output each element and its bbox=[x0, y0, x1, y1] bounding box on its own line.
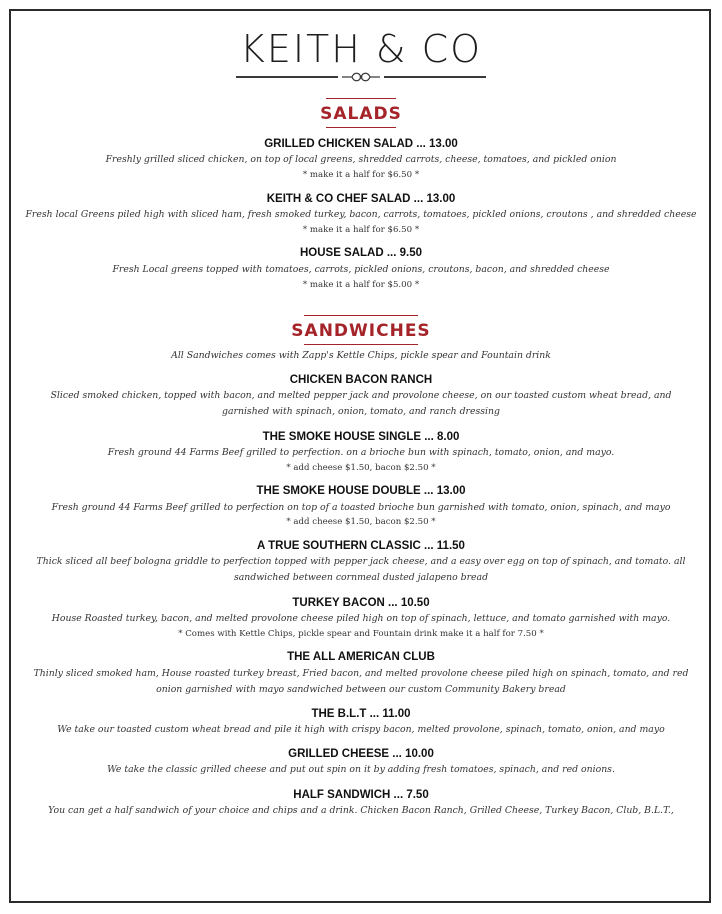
menu-item-description: Sliced smoked chicken, topped with bacon, and melted pepper jack and provolone cheese, on our toasted custom wheat bread, and garnished with spinach, onion, tomato, and ranch dressing bbox=[50, 390, 672, 417]
menu-item-description: Fresh local Greens piled high with sliced ham, fresh smoked turkey, bacon, carrots, tomatoes, pickled onions, croutons , and shredded cheese bbox=[25, 209, 697, 220]
logo-rule-left bbox=[236, 76, 338, 78]
menu-item-title: KEITH & CO CHEF SALAD ... 13.00 bbox=[266, 193, 456, 205]
salads-rule-bottom bbox=[326, 127, 396, 128]
menu-item-title: CHICKEN BACON RANCH bbox=[289, 374, 433, 386]
flourish-ornament-icon bbox=[340, 70, 382, 84]
menu-item-note: * add cheese $1.50, bacon $2.50 * bbox=[286, 463, 436, 473]
menu-item-title: THE B.L.T ... 11.00 bbox=[311, 708, 411, 720]
menu-item-description: You can get a half sandwich of your choice and chips and a drink. Chicken Bacon Ranch, Grilled Cheese, Turkey Bacon, Club, B.L.T., bbox=[48, 805, 674, 816]
menu-item-description: House Roasted turkey, bacon, and melted provolone cheese piled high on top of spinach, lettuce, and tomato garnished with mayo. bbox=[51, 613, 671, 624]
menu-item-note: * make it a half for $6.50 * bbox=[302, 170, 420, 180]
menu-item-description: Thick sliced all beef bologna griddle to perfection topped with pepper jack cheese, and a easy over egg on top of spinach, and tomato. all sandwiched between cornmeal dusted jalapeno bread bbox=[36, 556, 686, 583]
salads-rule-top bbox=[326, 98, 396, 99]
menu-item-note: * add cheese $1.50, bacon $2.50 * bbox=[286, 517, 436, 527]
menu-item-description: We take the classic grilled cheese and put out spin on it by adding fresh tomatoes, spinach, and red onions. bbox=[107, 764, 615, 775]
menu-item-description: Freshly grilled sliced chicken, on top of local greens, shredded carrots, cheese, tomatoes, and pickled onion bbox=[105, 154, 617, 165]
menu-item-description: Fresh Local greens topped with tomatoes, carrots, pickled onions, croutons, bacon, and shredded cheese bbox=[112, 264, 610, 275]
sandwiches-heading: SANDWICHES bbox=[291, 321, 431, 341]
menu-item-title: THE SMOKE HOUSE SINGLE ... 8.00 bbox=[262, 431, 460, 443]
menu-item-description: We take our toasted custom wheat bread and pile it high with crispy bacon, melted provolone, spinach, tomato, onion, and mayo bbox=[57, 724, 665, 735]
menu-item-title: GRILLED CHICKEN SALAD ... 13.00 bbox=[264, 138, 458, 150]
menu-item-note: * Comes with Kettle Chips, pickle spear and Fountain drink make it a half for 7.50 * bbox=[178, 629, 544, 639]
sandwiches-rule-top bbox=[304, 315, 418, 316]
menu-item-note: * make it a half for $5.00 * bbox=[302, 280, 420, 290]
salads-heading: SALADS bbox=[320, 104, 402, 124]
brand-logo: KEITH & CO bbox=[239, 27, 483, 71]
menu-item-title: TURKEY BACON ... 10.50 bbox=[292, 597, 430, 609]
menu-item-note: * make it a half for $6.50 * bbox=[302, 225, 420, 235]
menu-item-title: A TRUE SOUTHERN CLASSIC ... 11.50 bbox=[257, 540, 465, 552]
menu-item-description: Thinly sliced smoked ham, House roasted turkey breast, Fried bacon, and melted provolone cheese piled high on spinach, tomato, and red onion garnished with mayo sandwiched between our custom Community Bakery bread bbox=[33, 668, 689, 695]
menu-item-title: HOUSE SALAD ... 9.50 bbox=[299, 247, 423, 259]
logo-rule-right bbox=[384, 76, 486, 78]
menu-item-description: Fresh ground 44 Farms Beef grilled to perfection. on a brioche bun with spinach, tomato, onion, and mayo. bbox=[107, 447, 615, 458]
menu-item-title: HALF SANDWICH ... 7.50 bbox=[293, 789, 429, 801]
menu-item-title: THE SMOKE HOUSE DOUBLE ... 13.00 bbox=[256, 485, 466, 497]
sandwiches-intro: All Sandwiches comes with Zapp's Kettle Chips, pickle spear and Fountain drink bbox=[171, 350, 551, 361]
menu-item-title: THE ALL AMERICAN CLUB bbox=[287, 651, 435, 663]
sandwiches-rule-bottom bbox=[304, 344, 418, 345]
menu-item-title: GRILLED CHEESE ... 10.00 bbox=[288, 748, 434, 760]
menu-item-description: Fresh ground 44 Farms Beef grilled to perfection on top of a toasted brioche bun garnished with tomato, onion, spinach, and mayo bbox=[51, 502, 671, 513]
